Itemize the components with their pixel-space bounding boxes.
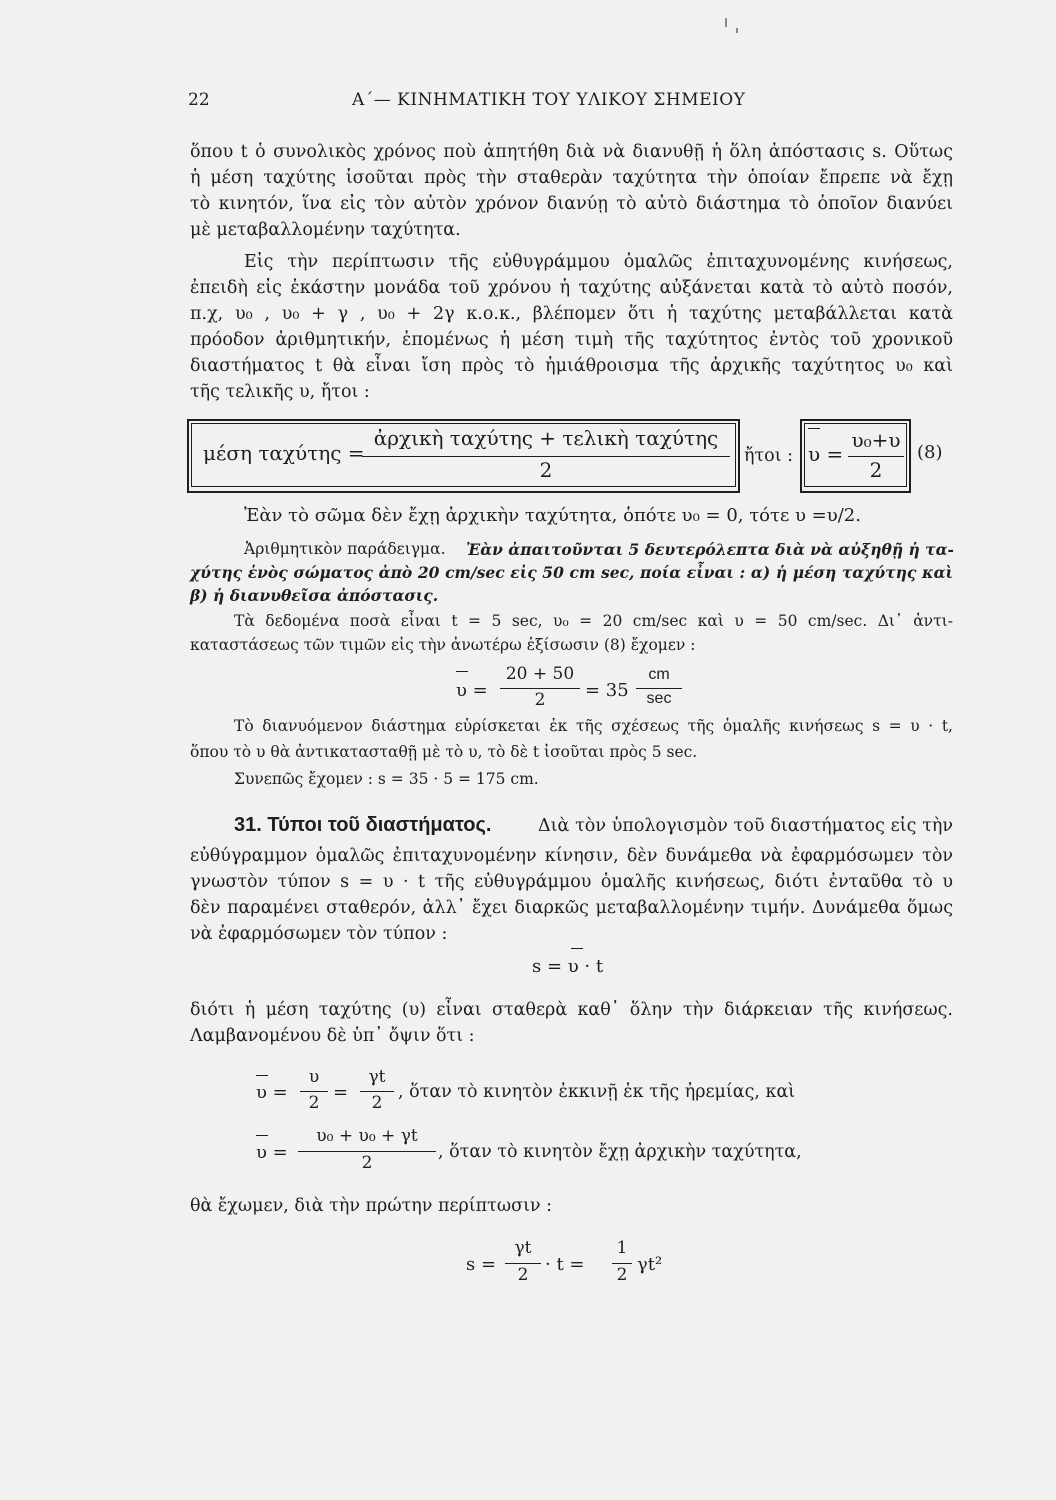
case2-overline — [256, 1135, 268, 1136]
example-distance-line-1: Τὸ διανυόμενον διάστημα εὑρίσκεται ἐκ τῆς σχέσεως τῆς ὁμαλῆς κινήσεως s = υ · t, — [234, 717, 953, 735]
calc-unit-denominator: sec — [646, 690, 672, 707]
example-distance-line-2: ὅπου τὸ υ θὰ ἀντικατασταθῇ μὲ τὸ υ, τὸ δὲ t ἰσοῦται πρὸς 5 sec. — [190, 743, 698, 761]
case1-text: , ὅταν τὸ κινητὸν ἐκκινῇ ἐκ τῆς ἠρεμίας, καὶ — [398, 1082, 796, 1102]
initial-rest-line: Ἐὰν τὸ σῶμα δὲν ἔχῃ ἀρχικὴν ταχύτητα, ὁπότε υ₀ = 0, τότε υ =υ/2. — [244, 505, 861, 526]
calc-numerator: 20 + 50 — [505, 664, 575, 684]
para2-line-1: Εἰς τὴν περίπτωσιν τῆς εὐθυγράμμου ὁμαλῶς ἐπιταχυνομένης κινήσεως, — [244, 252, 953, 272]
final-tail: γt² — [637, 1254, 663, 1275]
formula8-lhs: μέση ταχύτης = — [203, 441, 365, 465]
section-line-5: νὰ ἐφαρμόσωμεν τὸν τύπον : — [190, 924, 448, 944]
para2-line-6: τῆς τελικῆς υ, ἤτοι : — [190, 382, 370, 402]
sut-overline — [571, 948, 583, 949]
case1-den1: 2 — [308, 1093, 320, 1113]
example-problem-line-1: Ἐὰν ἀπαιτοῦνται 5 δευτερόλεπτα διὰ νὰ αὐξηθῇ ἡ τα- — [466, 540, 954, 559]
scan-speck — [736, 28, 738, 33]
para1-line-1: ὅπου t ὁ συνολικὸς χρόνος ποὺ ἀπητήθη διὰ νὰ διανυθῇ ἡ ὅλη ἀπόστασις s. Οὕτως — [190, 142, 953, 162]
section-line-2: εὐθύγραμμον ὁμαλῶς ἐπιταχυνομένην κίνησιν, δὲν δυνάμεθα νὰ ἐφαρμόσωμεν τὸν — [190, 846, 953, 866]
case1-num2: γt — [368, 1067, 386, 1087]
running-title: Α΄— ΚΙΝΗΜΑΤΙΚΗ ΤΟΥ ΥΛΙΚΟΥ ΣΗΜΕΙΟΥ — [352, 90, 746, 110]
formula8-fraction-bar — [362, 456, 730, 457]
section-after-3: θὰ ἔχωμεν, διὰ τὴν πρώτην περίπτωσιν : — [190, 1196, 553, 1216]
formula8-denominator: 2 — [539, 458, 553, 482]
case2-bar — [298, 1151, 436, 1152]
calc-overline — [456, 671, 468, 672]
para2-line-3: π.χ, υ₀ , υ₀ + γ , υ₀ + 2γ κ.ο.κ., βλέπομεν ὅτι ἡ ταχύτης μεταβάλλεται κατὰ — [190, 304, 953, 324]
formula8-short-numerator: υ₀+υ — [851, 428, 901, 452]
final-num2: 1 — [616, 1238, 628, 1258]
final-num1: γt — [514, 1238, 532, 1258]
para2-line-2: ἐπειδὴ εἰς ἑκάστην μονάδα τοῦ χρόνου ἡ ταχύτης αὐξάνεται κατὰ τὸ αὐτὸ ποσόν, — [190, 278, 953, 298]
calc-lhs: υ = — [456, 680, 488, 701]
example-given-line-1: Τὰ δεδομένα ποσὰ εἶναι t = 5 sec, υ₀ = 20 cm/sec καὶ υ = 50 cm/sec. Δι᾽ ἀντι- — [234, 612, 953, 630]
section-after-2: Λαμβανομένου δὲ ὑπ᾽ ὄψιν ὅτι : — [190, 1026, 475, 1046]
final-lhs: s = — [466, 1254, 497, 1275]
example-label: Ἀριθμητικὸν παράδειγμα. — [244, 540, 446, 558]
formula8-short-denominator: 2 — [869, 458, 883, 482]
para1-line-2: ἡ μέση ταχύτης ἰσοῦται πρὸς τὴν σταθερὰν ταχύτητα τὴν ὁποίαν ἔπρεπε νὰ ἔχῃ — [190, 168, 953, 188]
calc-bar — [500, 688, 580, 689]
example-problem-line-3: β) ἡ διανυθεῖσα ἀπόστασις. — [190, 586, 439, 605]
calc-unit-numerator: cm — [648, 666, 670, 683]
case1-lhs: υ = — [256, 1082, 288, 1103]
para2-line-5: διαστήματος t θὰ εἶναι ἴση πρὸς τὸ ἡμιάθροισμα τῆς ἀρχικῆς ταχύτητος υ₀ καὶ — [190, 356, 953, 376]
case1-overline — [256, 1075, 268, 1076]
section-line-1: Διὰ τὸν ὑπολογισμὸν τοῦ διαστήματος εἰς τὴν — [538, 816, 953, 836]
final-bar1 — [505, 1263, 541, 1264]
case1-bar2 — [360, 1091, 394, 1092]
final-den1: 2 — [517, 1265, 529, 1285]
section-line-3: γνωστὸν τύπον s = υ · t τῆς εὐθυγράμμου ὁμαλῆς κινήσεως, διότι ἐνταῦθα τὸ υ — [190, 872, 953, 892]
final-mid: · t = — [545, 1254, 585, 1275]
section-line-4: δὲν παραμένει σταθερόν, ἀλλ᾽ ἔχει διαρκῶς μεταβαλλομένην τιμήν. Δυνάμεθα ὅμως — [190, 898, 953, 918]
case2-numerator: υ₀ + υ₀ + γt — [316, 1126, 418, 1146]
example-given-line-2: καταστάσεως τῶν τιμῶν εἰς τὴν ἀνωτέρω ἐξίσωσιν (8) ἔχομεν : — [190, 636, 696, 654]
calc-unit-bar — [636, 688, 682, 689]
section-formula: s = υ · t — [532, 956, 604, 977]
calc-mid: = 35 — [585, 680, 629, 701]
case1-eq: = — [333, 1082, 349, 1103]
case1-bar1 — [300, 1091, 328, 1092]
case2-lhs: υ = — [256, 1142, 288, 1163]
example-problem-line-2: χύτης ἑνὸς σώματος ἀπὸ 20 cm/sec εἰς 50 cm sec, ποία εἶναι : α) ἡ μέση ταχύτης καὶ — [190, 563, 953, 582]
para1-line-3: τὸ κινητόν, ἵνα εἰς τὸν αὐτὸν χρόνον διανύῃ τὸ αὐτὸ διάστημα τὸ ὁποῖον διανύει — [190, 194, 953, 214]
section-title: 31. Τύποι τοῦ διαστήματος. — [234, 814, 492, 836]
final-den2: 2 — [616, 1265, 628, 1285]
case2-denominator: 2 — [361, 1153, 373, 1173]
formula8-short-bar — [848, 456, 904, 457]
vbar-overline — [808, 428, 820, 429]
scan-speck — [725, 18, 727, 27]
formula8-connector: ἤτοι : — [744, 446, 794, 466]
case1-den2: 2 — [371, 1093, 383, 1113]
page-number: 22 — [188, 90, 210, 110]
final-bar2 — [612, 1263, 632, 1264]
equation-number: (8) — [917, 442, 943, 463]
formula8-numerator: ἀρχικὴ ταχύτης + τελικὴ ταχύτης — [373, 426, 719, 450]
para2-line-4: πρόοδον ἀριθμητικήν, ἑπομένως ἡ μέση τιμὴ τῆς ταχύτητος ἐντὸς τοῦ χρονικοῦ — [190, 330, 953, 350]
formula8-short-lhs: υ = — [808, 442, 844, 466]
para1-line-4: μὲ μεταβαλλομένην ταχύτητα. — [190, 220, 461, 240]
section-after-1: διότι ἡ μέση ταχύτης (υ) εἶναι σταθερὰ καθ᾽ ὅλην τὴν διάρκειαν τῆς κινήσεως. — [190, 1000, 953, 1020]
case1-num1: υ — [308, 1067, 320, 1087]
calc-denominator: 2 — [534, 690, 546, 710]
case2-text: , ὅταν τὸ κινητὸν ἔχῃ ἀρχικὴν ταχύτητα, — [438, 1142, 802, 1162]
example-result: Συνεπῶς ἔχομεν : s = 35 · 5 = 175 cm. — [234, 770, 539, 788]
